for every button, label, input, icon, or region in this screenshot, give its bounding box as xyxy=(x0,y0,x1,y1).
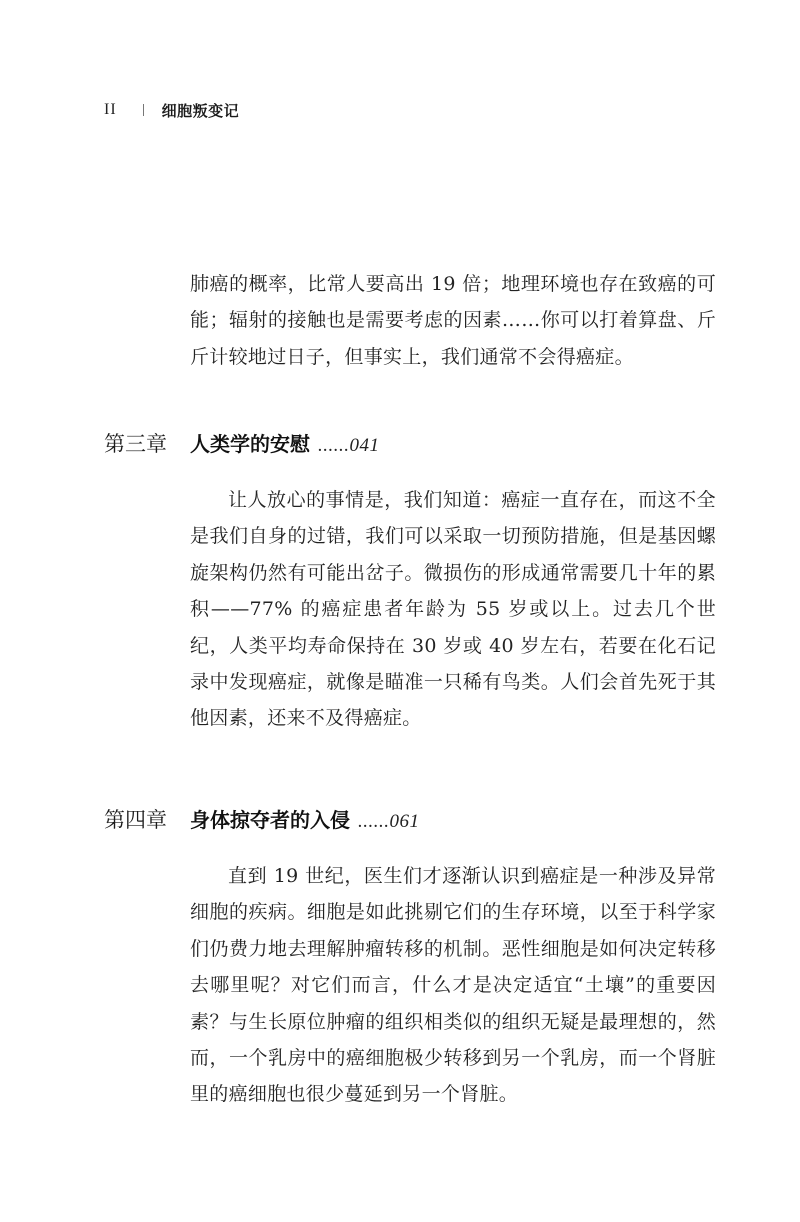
chapter-number: 第四章 xyxy=(104,808,167,832)
book-title: 细胞叛变记 xyxy=(161,101,240,120)
chapter-title: 人类学的安慰 xyxy=(190,432,310,456)
chapter-heading-3 xyxy=(104,428,380,462)
chapter-page-number: 061 xyxy=(389,811,420,832)
chapter-title: 身体掠夺者的入侵 xyxy=(190,808,350,832)
chapter-leader-dots: ...... xyxy=(318,435,350,456)
chapter-page-number: 041 xyxy=(349,435,380,456)
chapter-4-summary: 直到 19 世纪，医生们才逐渐认识到癌症是一种涉及异常细胞的疾病。细胞是如此挑剔它们的生存环境，以至于科学家们仍费力地去理解肿瘤转移的机制。恶性细胞是如何决定转移去哪里呢？对它们而言，什么才是决定适宜“土壤”的重要因素？与生长原位肿瘤的组织相类似的组织无疑是最理想的，然而，一个乳房中的癌细胞极少转移到另一个乳房，而一个肾脏里的癌细胞也很少蔓延到另一个肾脏。 xyxy=(190,865,716,1106)
page-number: II xyxy=(104,101,117,118)
intro-paragraph: 肺癌的概率，比常人要高出 19 倍；地理环境也存在致癌的可能；辐射的接触也是需要考虑的因素……你可以打着算盘、斤斤计较地过日子，但事实上，我们通常不会得癌症。 xyxy=(190,273,716,368)
chapter-leader-dots: ...... xyxy=(358,811,390,832)
running-header xyxy=(104,98,239,122)
chapter-heading-4 xyxy=(104,804,420,838)
header-divider xyxy=(143,104,144,116)
chapter-3-summary: 让人放心的事情是，我们知道：癌症一直存在，而这不全是我们自身的过错，我们可以采取一切预防措施，但是基因螺旋架构仍然有可能出岔子。微损伤的形成通常需要几十年的累积——77% 的癌症患者年龄为 55 岁或以上。过去几个世纪，人类平均寿命保持在 30 岁或 40 岁左右，若要在化石记录中发现癌症，就像是瞄准一只稀有鸟类。人们会首先死于其他因素，还来不及得癌症。 xyxy=(190,489,716,730)
chapter-number: 第三章 xyxy=(104,432,167,456)
